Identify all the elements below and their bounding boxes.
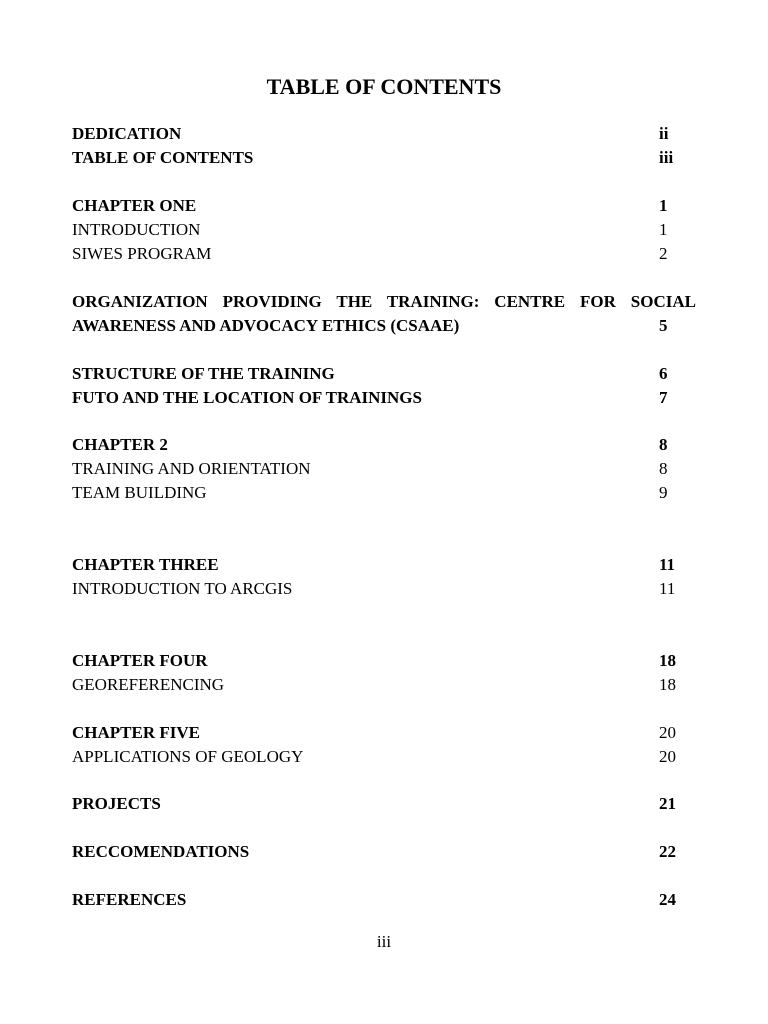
toc-entry-label: APPLICATIONS OF GEOLOGY: [72, 747, 304, 766]
toc-entry-label: CHAPTER FIVE: [72, 723, 200, 742]
toc-entry-chapter-2: [72, 433, 677, 457]
toc-entry-label: CHAPTER THREE: [72, 555, 219, 574]
toc-entry-page: 2: [659, 244, 668, 263]
toc-entry-page: 11: [659, 555, 676, 574]
toc-entry-page: 6: [659, 364, 668, 383]
toc-entry-label: CHAPTER ONE: [72, 196, 197, 215]
toc-entry-label: FUTO AND THE LOCATION OF TRAININGS: [72, 388, 422, 407]
toc-entry-references: [72, 888, 677, 912]
page-number: iii: [376, 932, 392, 951]
toc-entry-label: SIWES PROGRAM: [72, 244, 212, 263]
toc-entry-chapter-one: [72, 194, 677, 218]
toc-entry-label: RECCOMENDATIONS: [72, 842, 250, 861]
toc-entry-label: INTRODUCTION: [72, 220, 201, 239]
toc-entry-page: 24: [659, 890, 676, 909]
toc-entry-page: 20: [659, 747, 676, 766]
toc-entry-page: 8: [659, 435, 668, 454]
toc-entry-page: 11: [659, 579, 676, 598]
toc-entry-label: CHAPTER FOUR: [72, 651, 208, 670]
toc-entry-reccomendations: [72, 840, 677, 864]
toc-entry-siwes-program: [72, 242, 677, 266]
toc-entry-label: TABLE OF CONTENTS: [72, 148, 254, 167]
toc-entry-label: TEAM BUILDING: [72, 483, 207, 502]
toc-entry-label: REFERENCES: [72, 890, 187, 909]
toc-entry-page: 5: [659, 316, 668, 335]
toc-entry-organization-line-2: [72, 314, 677, 338]
toc-entry-label: STRUCTURE OF THE TRAINING: [72, 364, 335, 383]
toc-entry-chapter-three: [72, 553, 677, 577]
toc-entry-page: 18: [659, 675, 676, 694]
toc-entry-label: INTRODUCTION TO ARCGIS: [72, 579, 293, 598]
toc-entry-training-orientation: [72, 457, 677, 481]
toc-entry-applications-geology: [72, 745, 677, 769]
toc-entry-intro-arcgis: [72, 577, 677, 601]
toc-entry-label: PROJECTS: [72, 794, 161, 813]
toc-entry-futo: [72, 386, 677, 410]
toc-entry-page: 22: [659, 842, 676, 861]
toc-entry-georeferencing: [72, 673, 677, 697]
toc-entry-label: TRAINING AND ORIENTATION: [72, 459, 311, 478]
page-title: TABLE OF CONTENTS: [266, 74, 502, 99]
toc-entry-organization-line-1: ORGANIZATION PROVIDING THE TRAINING: CENTRE FOR SOCIAL: [72, 292, 696, 311]
toc-entry-label: GEOREFERENCING: [72, 675, 225, 694]
toc-entry-page: 20: [659, 723, 676, 742]
toc-entry-page: 1: [659, 220, 668, 239]
toc-entry-page: 18: [659, 651, 676, 670]
toc-entry-page: 21: [659, 794, 676, 813]
toc-entry-team-building: [72, 481, 677, 505]
toc-entry-label: DEDICATION: [72, 124, 182, 143]
toc-entry-introduction: [72, 218, 677, 242]
toc-entry-page: 1: [659, 196, 668, 215]
toc-entry-chapter-four: [72, 649, 677, 673]
toc-entry-label: CHAPTER 2: [72, 435, 168, 454]
toc-entry-page: iii: [659, 148, 674, 167]
toc-entry-dedication: [72, 122, 677, 146]
toc-entry-page: ii: [659, 124, 669, 143]
toc-entry-table-of-contents: [72, 146, 677, 170]
toc-entry-page: 8: [659, 459, 668, 478]
toc-entry-label: AWARENESS AND ADVOCACY ETHICS (CSAAE): [72, 316, 460, 335]
toc-entry-page: 9: [659, 483, 668, 502]
toc-entry-chapter-five: [72, 721, 677, 745]
toc-entry-projects: [72, 792, 677, 816]
toc-entry-structure: [72, 362, 677, 386]
toc-entry-page: 7: [659, 388, 668, 407]
